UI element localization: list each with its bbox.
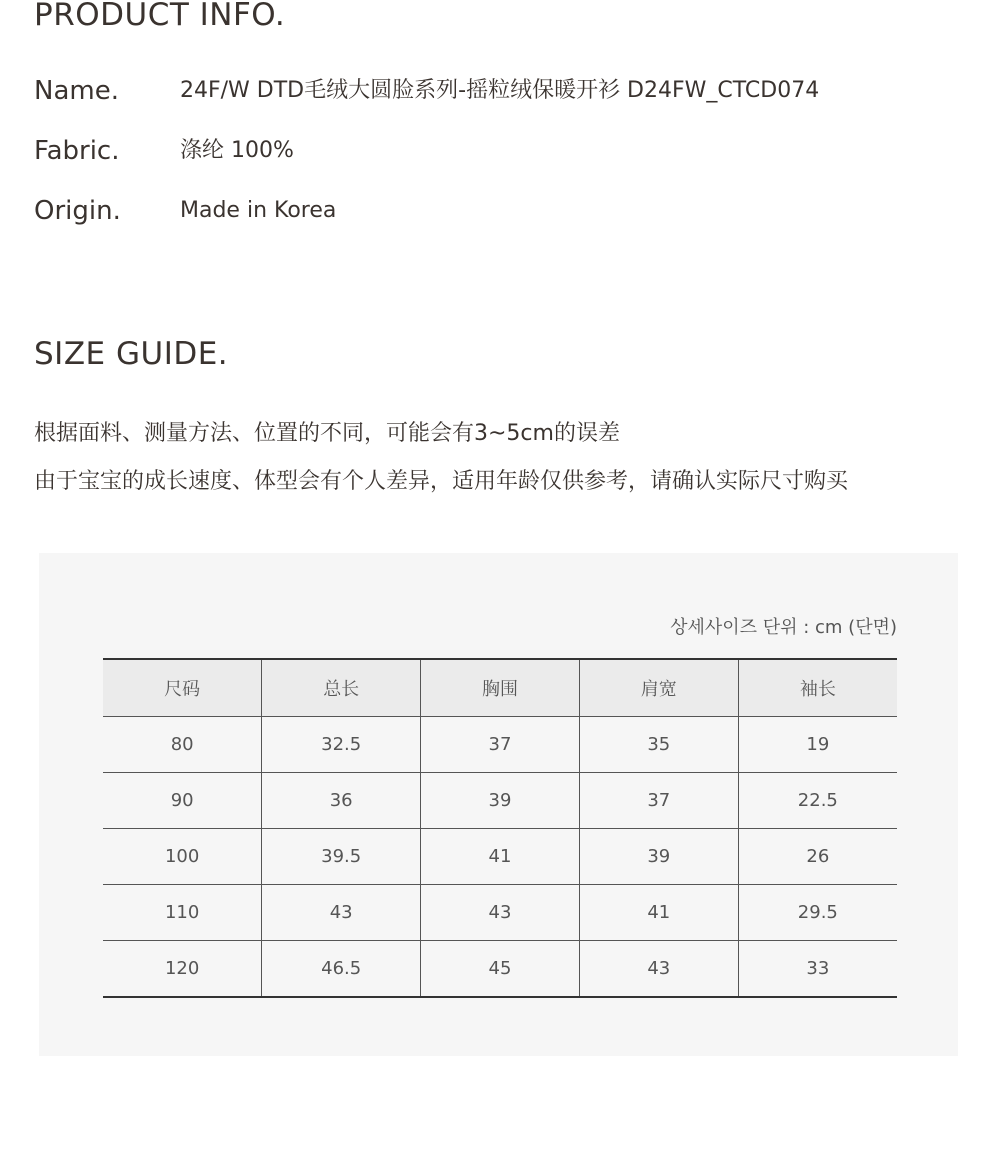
table-row xyxy=(103,717,897,773)
table-cell: 37 xyxy=(579,773,738,829)
header-shoulder: 肩宽 xyxy=(579,659,738,717)
table-header-row xyxy=(103,659,897,717)
fabric-value: 涤纶 100% xyxy=(180,138,294,163)
table-cell: 22.5 xyxy=(738,773,897,829)
table-cell: 43 xyxy=(421,885,580,941)
size-notice: 根据面料、测量方法、位置的不同，可能会有3~5cm的误差 xyxy=(34,421,620,446)
table-cell: 39 xyxy=(579,829,738,885)
header-sleeve: 袖长 xyxy=(738,659,897,717)
table-cell: 37 xyxy=(421,717,580,773)
size-guide-title: SIZE GUIDE. xyxy=(34,336,229,372)
table-cell: 43 xyxy=(262,885,421,941)
size-table xyxy=(103,658,897,998)
info-row-fabric xyxy=(34,131,974,171)
table-cell: 41 xyxy=(421,829,580,885)
table-row xyxy=(103,773,897,829)
origin-label: Origin. xyxy=(34,196,121,226)
table-cell: 41 xyxy=(579,885,738,941)
table-cell: 90 xyxy=(103,773,262,829)
table-cell: 45 xyxy=(421,941,580,998)
table-cell: 120 xyxy=(103,941,262,998)
name-value: 24F/W DTD毛绒大圆脸系列-摇粒绒保暖开衫 D24FW_CTCD074 xyxy=(180,78,820,103)
table-cell: 43 xyxy=(579,941,738,998)
header-size: 尺码 xyxy=(103,659,262,717)
origin-value: Made in Korea xyxy=(180,198,337,223)
table-cell: 32.5 xyxy=(262,717,421,773)
table-cell: 39 xyxy=(421,773,580,829)
table-row xyxy=(103,829,897,885)
size-table-panel xyxy=(39,553,958,1056)
table-row xyxy=(103,941,897,998)
table-cell: 29.5 xyxy=(738,885,897,941)
table-cell: 100 xyxy=(103,829,262,885)
info-row-name xyxy=(34,71,974,111)
table-cell: 33 xyxy=(738,941,897,998)
table-cell: 19 xyxy=(738,717,897,773)
name-label: Name. xyxy=(34,76,119,106)
table-row xyxy=(103,885,897,941)
product-info-title: PRODUCT INFO. xyxy=(34,0,286,33)
table-cell: 46.5 xyxy=(262,941,421,998)
table-cell: 26 xyxy=(738,829,897,885)
info-row-origin xyxy=(34,191,974,231)
size-notice: 由于宝宝的成长速度、体型会有个人差异，适用年龄仅供参考，请确认实际尺寸购买 xyxy=(34,469,849,494)
header-chest: 胸围 xyxy=(421,659,580,717)
table-cell: 35 xyxy=(579,717,738,773)
table-cell: 39.5 xyxy=(262,829,421,885)
table-cell: 80 xyxy=(103,717,262,773)
table-cell: 110 xyxy=(103,885,262,941)
table-cell: 36 xyxy=(262,773,421,829)
unit-caption: 상세사이즈 단위 : cm (단면) xyxy=(670,617,897,638)
fabric-label: Fabric. xyxy=(34,136,120,166)
header-total-length: 总长 xyxy=(262,659,421,717)
